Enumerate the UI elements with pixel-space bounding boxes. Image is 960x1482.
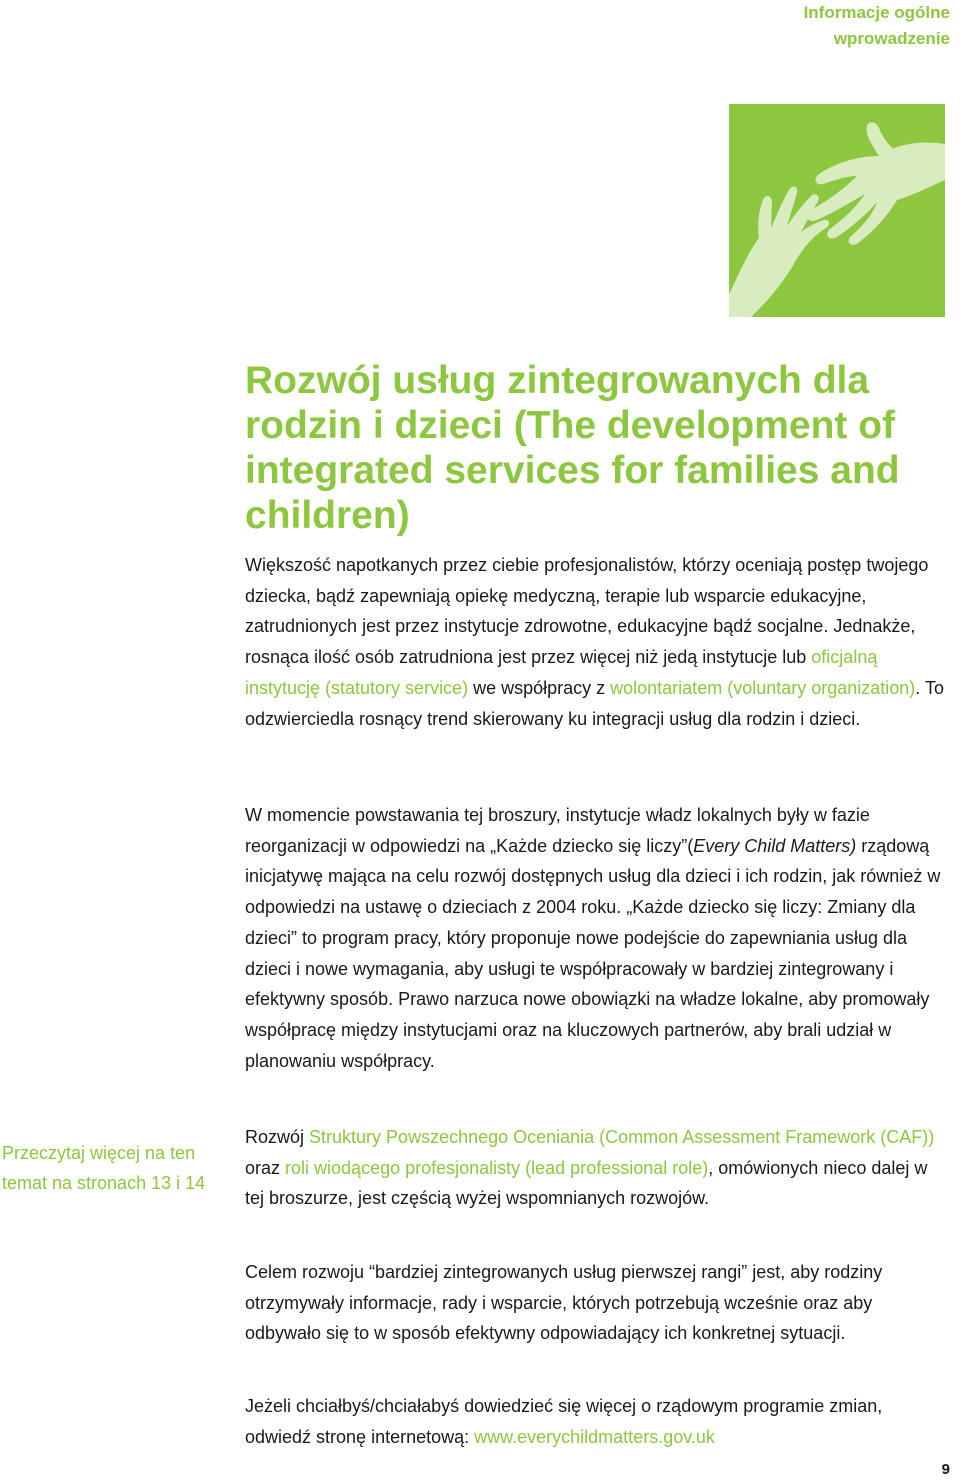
voluntary-organization-term: wolontariatem (voluntary organization) [610,677,916,698]
caf-paragraph [245,1122,945,1214]
section-label-line2: wprowadzenie [833,29,950,48]
hands-image [729,104,945,317]
reorg-text-1: W momencie powstawania tej broszury, instytucje władz lokalnych były w fazie reorganizacji w odpowiedzi na „Każde dziecko się liczy”( [245,805,870,856]
reorganization-paragraph [245,800,945,1076]
reorg-text-2: rządową inicjatywę mająca na celu rozwój dostępnych usług dla dzieci i ich rodzin, jak również w odpowiedzi na ustawę o dzieciach z 2004 roku. „Każde dziecko się liczy: Zmiany dla dzieci” to program pracy, który proponuje nowe podejście do zapewniania usług dla dzieci i nowe wymagania, aby usługi te współpracowały w bardziej zintegrowany i efektywny sposób. Prawo narzuca nowe obowiązki na władze lokalne, aby promowały współpracę między instytucjami oraz na kluczowych partnerów, aby brali udział w planowaniu współpracy. [245,835,941,1071]
caf-term: Struktury Powszechnego Oceniania (Common Assessment Framework (CAF)) [309,1127,935,1147]
caf-text-3: , omówionych nieco dalej w tej broszurze, jest częścią wyżej wspomnianych rozwojów. [245,1157,928,1209]
goal-paragraph: Celem rozwoju “bardziej zintegrowanych usług pierwszej rangi” jest, aby rodziny otrzymywały informacje, rady i wsparcie, których potrzebują wcześnie oraz aby odbywało się to w sposób efektywny odpowiadający ich konkretnej sytuacji. [245,1262,883,1344]
website-paragraph [245,1391,945,1452]
caf-text-1: Rozwój [245,1127,310,1147]
hands-icon [729,104,945,317]
page-number: 9 [941,1461,950,1478]
page-title: Rozwój usług zintegrowanych dla rodzin i dzieci (The development of integrated services for families and children) [245,359,900,537]
section-label [650,0,950,52]
intro-text-3: . To odzwierciedla rosnący trend skierowany ku integracji usług dla rodzin i dzieci. [245,677,944,729]
sidebar-note: Przeczytaj więcej na ten temat na stronach 13 i 14 [2,1143,206,1193]
intro-paragraph [245,550,945,734]
intro-text-1: Większość napotkanych przez ciebie profesjonalistów, którzy oceniają postęp twojego dziecka, bądź zapewniają opiekę medyczną, terapie lub wsparcie edukacyjne, zatrudnionych jest przez instytucje zdrowotne, edukacyjne bądź socjalne. Jednakże, rosnąca ilość osób zatrudniona jest przez więcej niż jedą instytucje lub [245,555,929,668]
lead-professional-term: roli wiodącego profesjonalisty (lead professional role) [285,1157,709,1178]
website-text: Jeżeli chciałbyś/chciałabyś dowiedzieć się więcej o rządowym programie zmian, odwiedź stronę internetową: [245,1396,883,1447]
statutory-service-term: oficjalną instytucję (statutory service) [245,647,878,698]
intro-text-2: we współpracy z [468,677,611,698]
section-label-line1: Informacje ogólne [803,3,950,22]
website-link[interactable]: www.everychildmatters.gov.uk [474,1426,715,1447]
caf-text-2: oraz [245,1157,286,1178]
every-child-matters-term: Every Child Matters) [693,835,857,856]
